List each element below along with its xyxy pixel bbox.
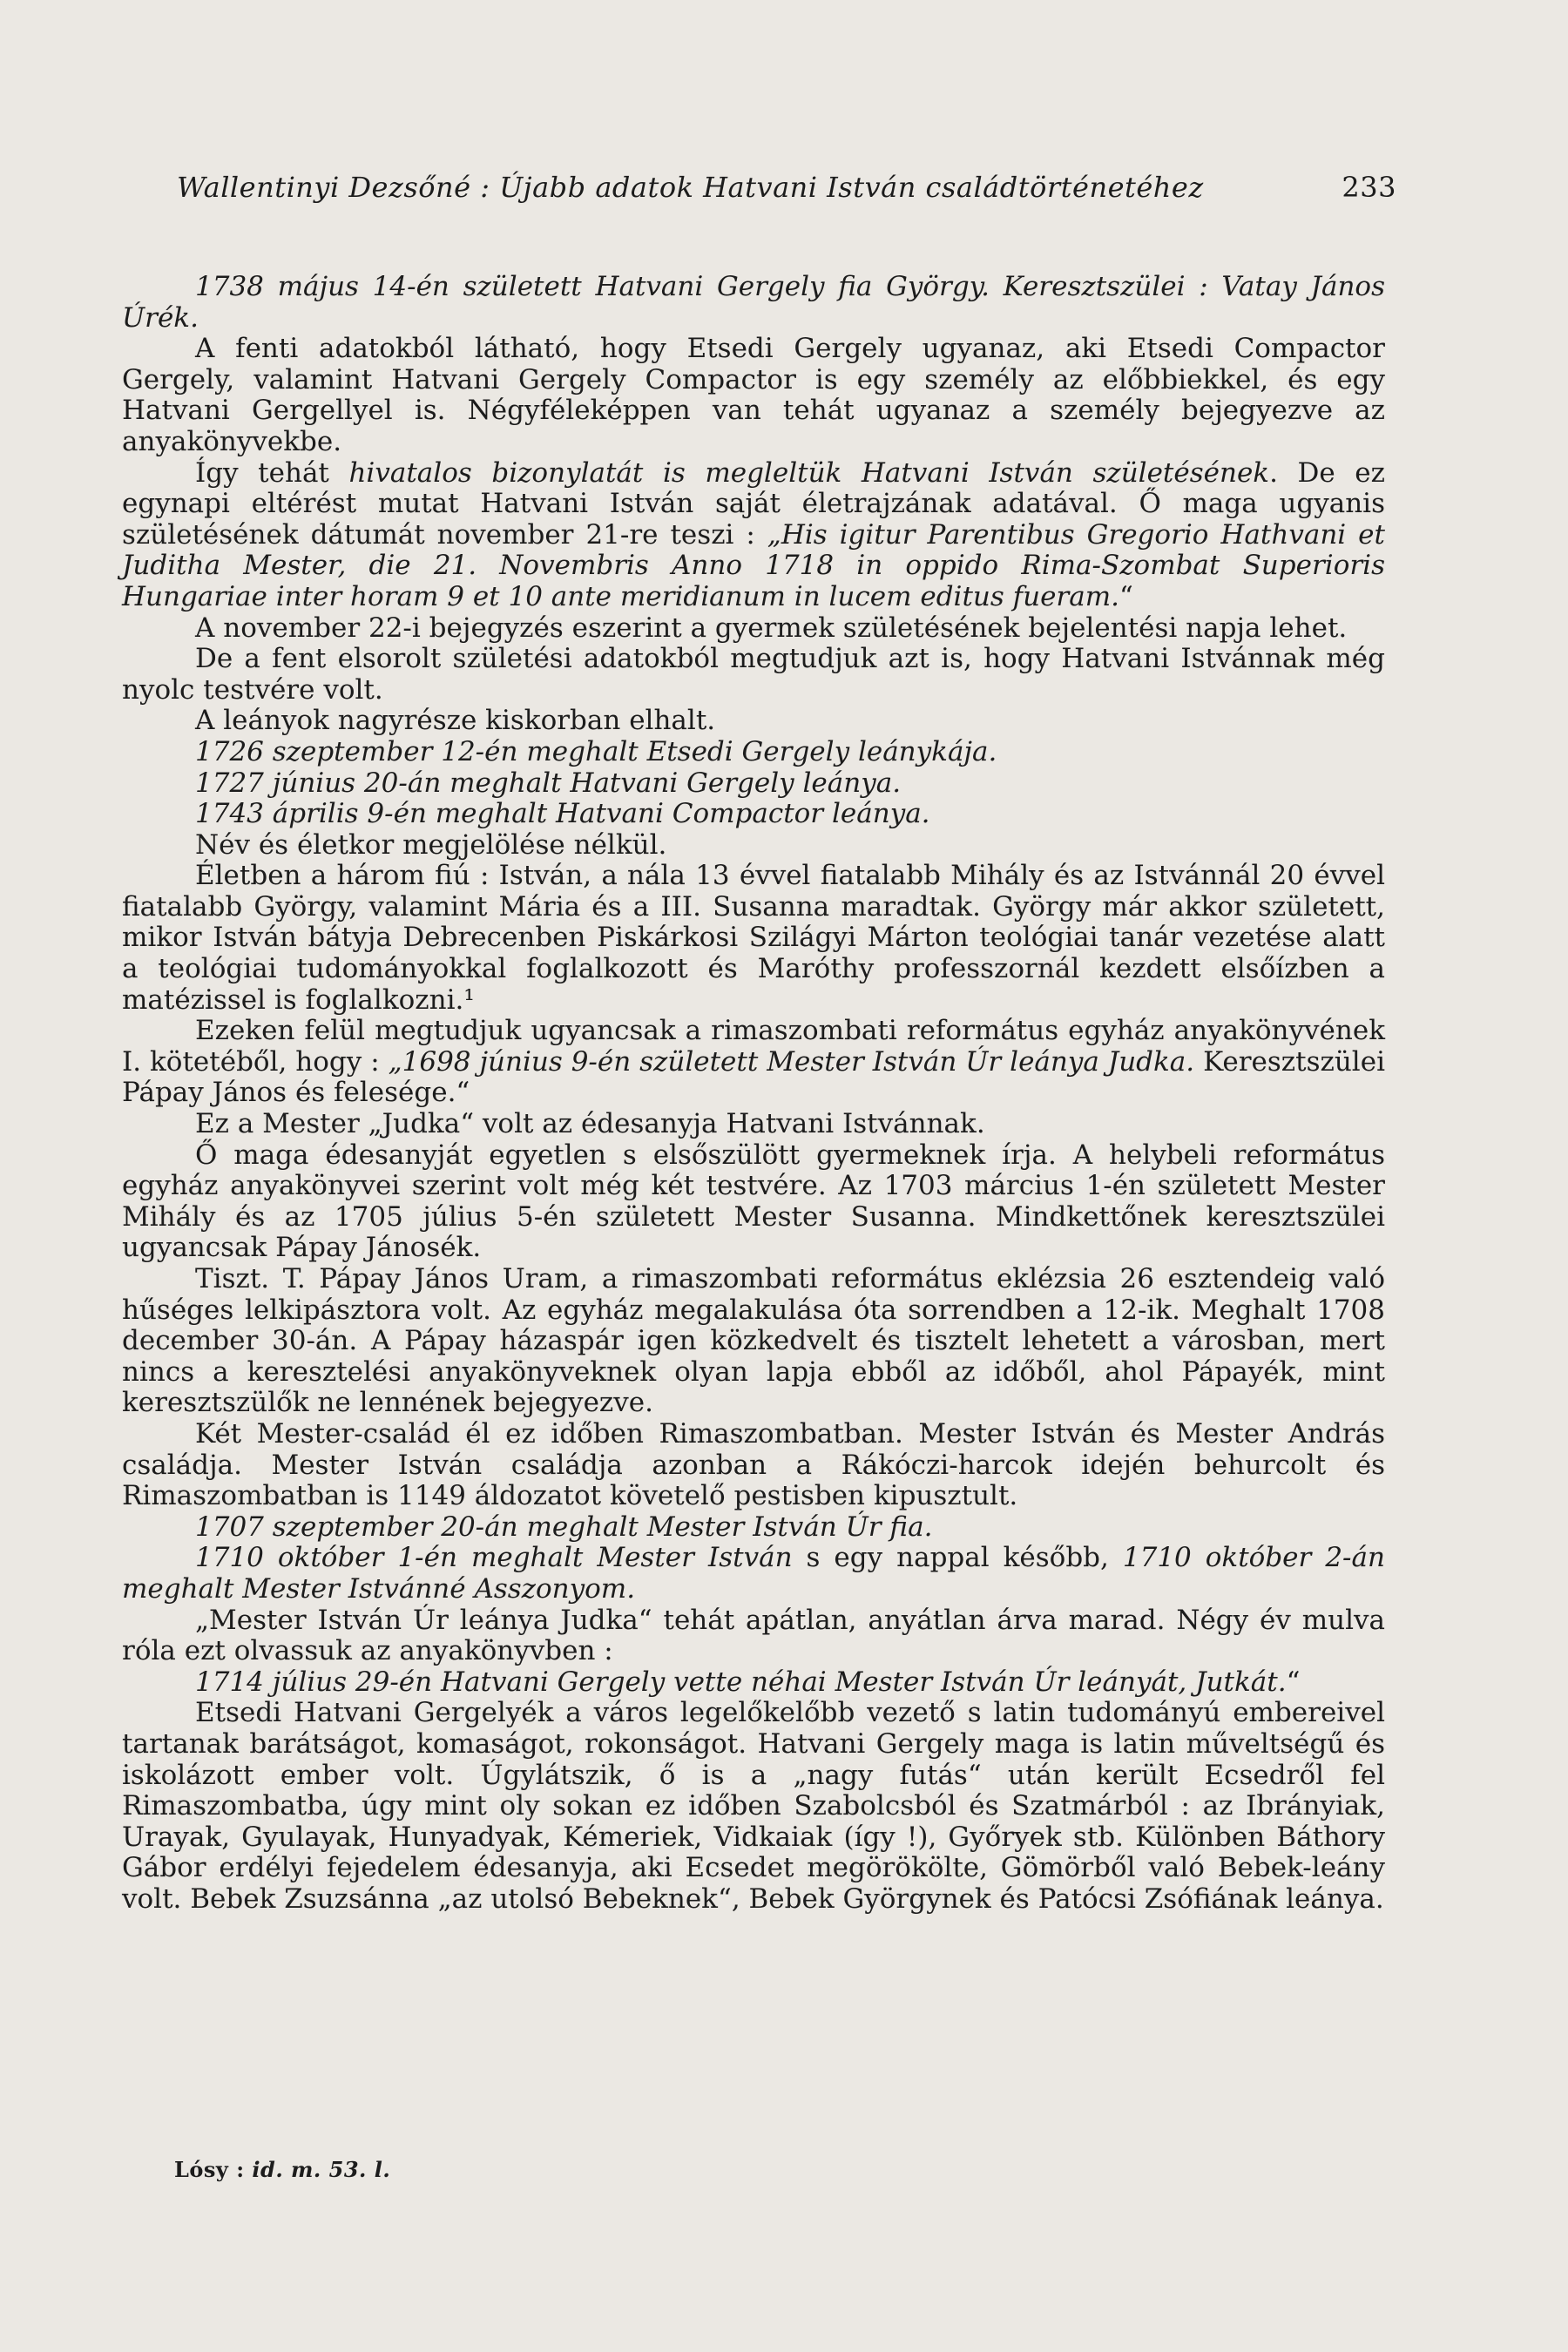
text-run: . De ez egynapi eltérést mutat Hatvani István saját életrajzának adatával. Ő maga ugyanis születésének dátumát november 21-re teszi :	[122, 456, 1385, 551]
italic-run: 1710 október 2-án meghalt Mester Istvánné Asszonyom.	[122, 1542, 1385, 1605]
paragraph	[122, 1605, 1385, 1667]
paragraph	[122, 458, 1385, 613]
italic-run: „His igitur Parentibus Gregorio Hathvani et Juditha Mester, die 21. Novembris Anno 1718 in oppido Rima-Szombat Superioris Hungariae inter horam 9 et 10 ante meridianum in lucem editus fueram.	[122, 518, 1385, 612]
paragraph	[122, 1512, 1385, 1544]
italic-run: 1714 július 29-én Hatvani Gergely vette néhai Mester István Úr leányát, Jutkát.	[195, 1666, 1287, 1698]
text-run: Etsedi Hatvani Gergelyék a város legelőkelőbb vezető s latin tudományú embereivel tartanak barátságot, komaságot, rokonságot. Hatvani Gergely maga is latin műveltségű és iskolázott ember volt. Úgylátszik, ő is a „nagy futás“ után került Ecsedről fel Rimaszombatba, úgy mint oly sokan ez időben Szabolcsból és Szatmárból : az Ibrányiak, Urayak, Gyulayak, Hunyadyak, Kémeriek, Vidkaiak (így !), Győryek stb. Különben Báthory Gábor erdélyi fejedelem édesanyja, aki Ecsedet megörökölte, Gömörből való Bebek-leány volt. Bebek Zsuzsánna „az utolsó Bebeknek“, Bebek Györgynek és Patócsi Zsófiának leánya.	[122, 1697, 1385, 1915]
text-run: De a fent elsorolt születési adatokból megtudjuk azt is, hogy Hatvani Istvánnak még nyolc testvére volt.	[122, 643, 1385, 706]
running-header	[177, 171, 1396, 204]
paragraph	[122, 1016, 1385, 1109]
text-run: Életben a három fiú : István, a nála 13 évvel fiatalabb Mihály és az Istvánnál 20 évvel fiatalabb György, valamint Mária és a III. Susanna maradtak. György már akkor született, mikor István bátyja Debrecenben Piskárkosi Szilágyi Márton teológiai tanár vezetése alatt a teológiai tudományokkal foglalkozott és Maróthy professzornál kezdett elsőízben a matézissel is foglalkozni.¹	[122, 860, 1385, 1016]
text-run: Ezeken felül megtudjuk ugyancsak a rimaszombati református egyház anyakönyvének I. kötetéből, hogy :	[122, 1015, 1385, 1078]
italic-run: „1698 június 9-én született Mester István Úr leánya Judka.	[388, 1045, 1195, 1078]
italic-run: 1743 április 9-én meghalt Hatvani Compactor leánya.	[195, 798, 930, 830]
text-run: Név és életkor megjelölése nélkül.	[195, 828, 667, 861]
text-run: Így tehát	[195, 456, 349, 489]
paragraph	[122, 272, 1385, 334]
paragraph	[122, 1543, 1385, 1605]
italic-run: 1738 május 14-én született Hatvani Gergely fia György. Keresztszülei : Vatay János Úrék.	[122, 271, 1385, 334]
page-number: 233	[1342, 171, 1396, 204]
text-run: Ez a Mester „Judka“ volt az édesanyja Hatvani Istvánnak.	[195, 1108, 985, 1140]
paragraph	[122, 1140, 1385, 1264]
italic-run: 1727 június 20-án meghalt Hatvani Gergely leánya.	[195, 767, 902, 799]
paragraph	[122, 1667, 1385, 1699]
text-run: Tiszt. T. Pápay János Uram, a rimaszombati református eklézsia 26 esztendeig való hűséges lelkipásztora volt. Az egyház megalakulása óta sorrendben a 12-ik. Meghalt 1708 december 30-án. A Pápay házaspár igen közkedvelt és tisztelt lehetett a városban, mert nincs a keresztelési anyakönyveknek olyan lapja ebből az időből, ahol Pápayék, mint keresztszülők ne lennének bejegyezve.	[122, 1263, 1385, 1419]
running-title: Wallentinyi Dezsőné : Újabb adatok Hatvani István családtörténetéhez	[177, 171, 1204, 204]
italic-run: hivatalos bizonylatát is megleltük Hatvani István születésének	[348, 456, 1270, 489]
italic-run: 1710 október 1-én meghalt Mester István	[195, 1542, 793, 1574]
paragraph	[122, 613, 1385, 645]
text-run: Keresztszülei Pápay János és felesége.“	[122, 1045, 1385, 1109]
paragraph	[122, 830, 1385, 862]
footnote-author: Lósy	[174, 2157, 229, 2182]
italic-run: 1726 szeptember 12-én meghalt Etsedi Gergely leánykája.	[195, 735, 997, 767]
text-run: A november 22-i bejegyzés eszerint a gyermek születésének bejelentési napja lehet.	[195, 612, 1348, 644]
text-run: “	[1286, 1666, 1301, 1698]
paragraph	[122, 644, 1385, 706]
paragraph	[122, 1698, 1385, 1915]
italic-run: 1707 szeptember 20-án meghalt Mester István Úr fia.	[195, 1511, 933, 1543]
footnote: Lósy : id. m. 53. l.	[174, 2157, 391, 2182]
paragraph	[122, 861, 1385, 1016]
footnote-reference: id. m. 53. l.	[252, 2157, 391, 2182]
paragraph	[122, 334, 1385, 457]
text-run: Két Mester-család él ez időben Rimaszombatban. Mester István és Mester András családja. Mester István családja azonban a Rákóczi-harcok idején behurcolt és Rimaszombatban is 1149 áldozatot követelő pestisben kipusztult.	[122, 1417, 1385, 1512]
text-run: „Mester István Úr leánya Judka“ tehát apátlan, anyátlan árva marad. Négy év mulva róla ezt olvassuk az anyakönyvben :	[122, 1604, 1385, 1667]
paragraph	[122, 706, 1385, 737]
text-run: Ő maga édesanyját egyetlen s elsőszülött gyermeknek írja. A helybeli református egyház anyakönyvei szerint volt még két testvére. Az 1703 március 1-én született Mester Mihály és az 1705 július 5-én született Mester Susanna. Mindkettőnek keresztszülei ugyancsak Pápay Jánosék.	[122, 1139, 1385, 1264]
text-run: A leányok nagyrésze kiskorban elhalt.	[195, 705, 716, 737]
paragraph	[122, 1264, 1385, 1419]
text-run: s egy nappal később,	[792, 1542, 1123, 1574]
paragraph	[122, 799, 1385, 830]
text-run: A fenti adatokból látható, hogy Etsedi Gergely ugyanaz, aki Etsedi Compactor Gergely, valamint Hatvani Gergely Compactor is egy személy az előbbiekkel, és egy Hatvani Gergellyel is. Négyféleképpen van tehát ugyanaz a személy bejegyezve az anyakönyvekbe.	[122, 333, 1385, 457]
paragraph	[122, 737, 1385, 768]
paragraph	[122, 768, 1385, 800]
paragraph	[122, 1109, 1385, 1140]
text-run: “	[1119, 580, 1133, 612]
paragraph	[122, 1419, 1385, 1512]
body-text	[122, 272, 1385, 1915]
